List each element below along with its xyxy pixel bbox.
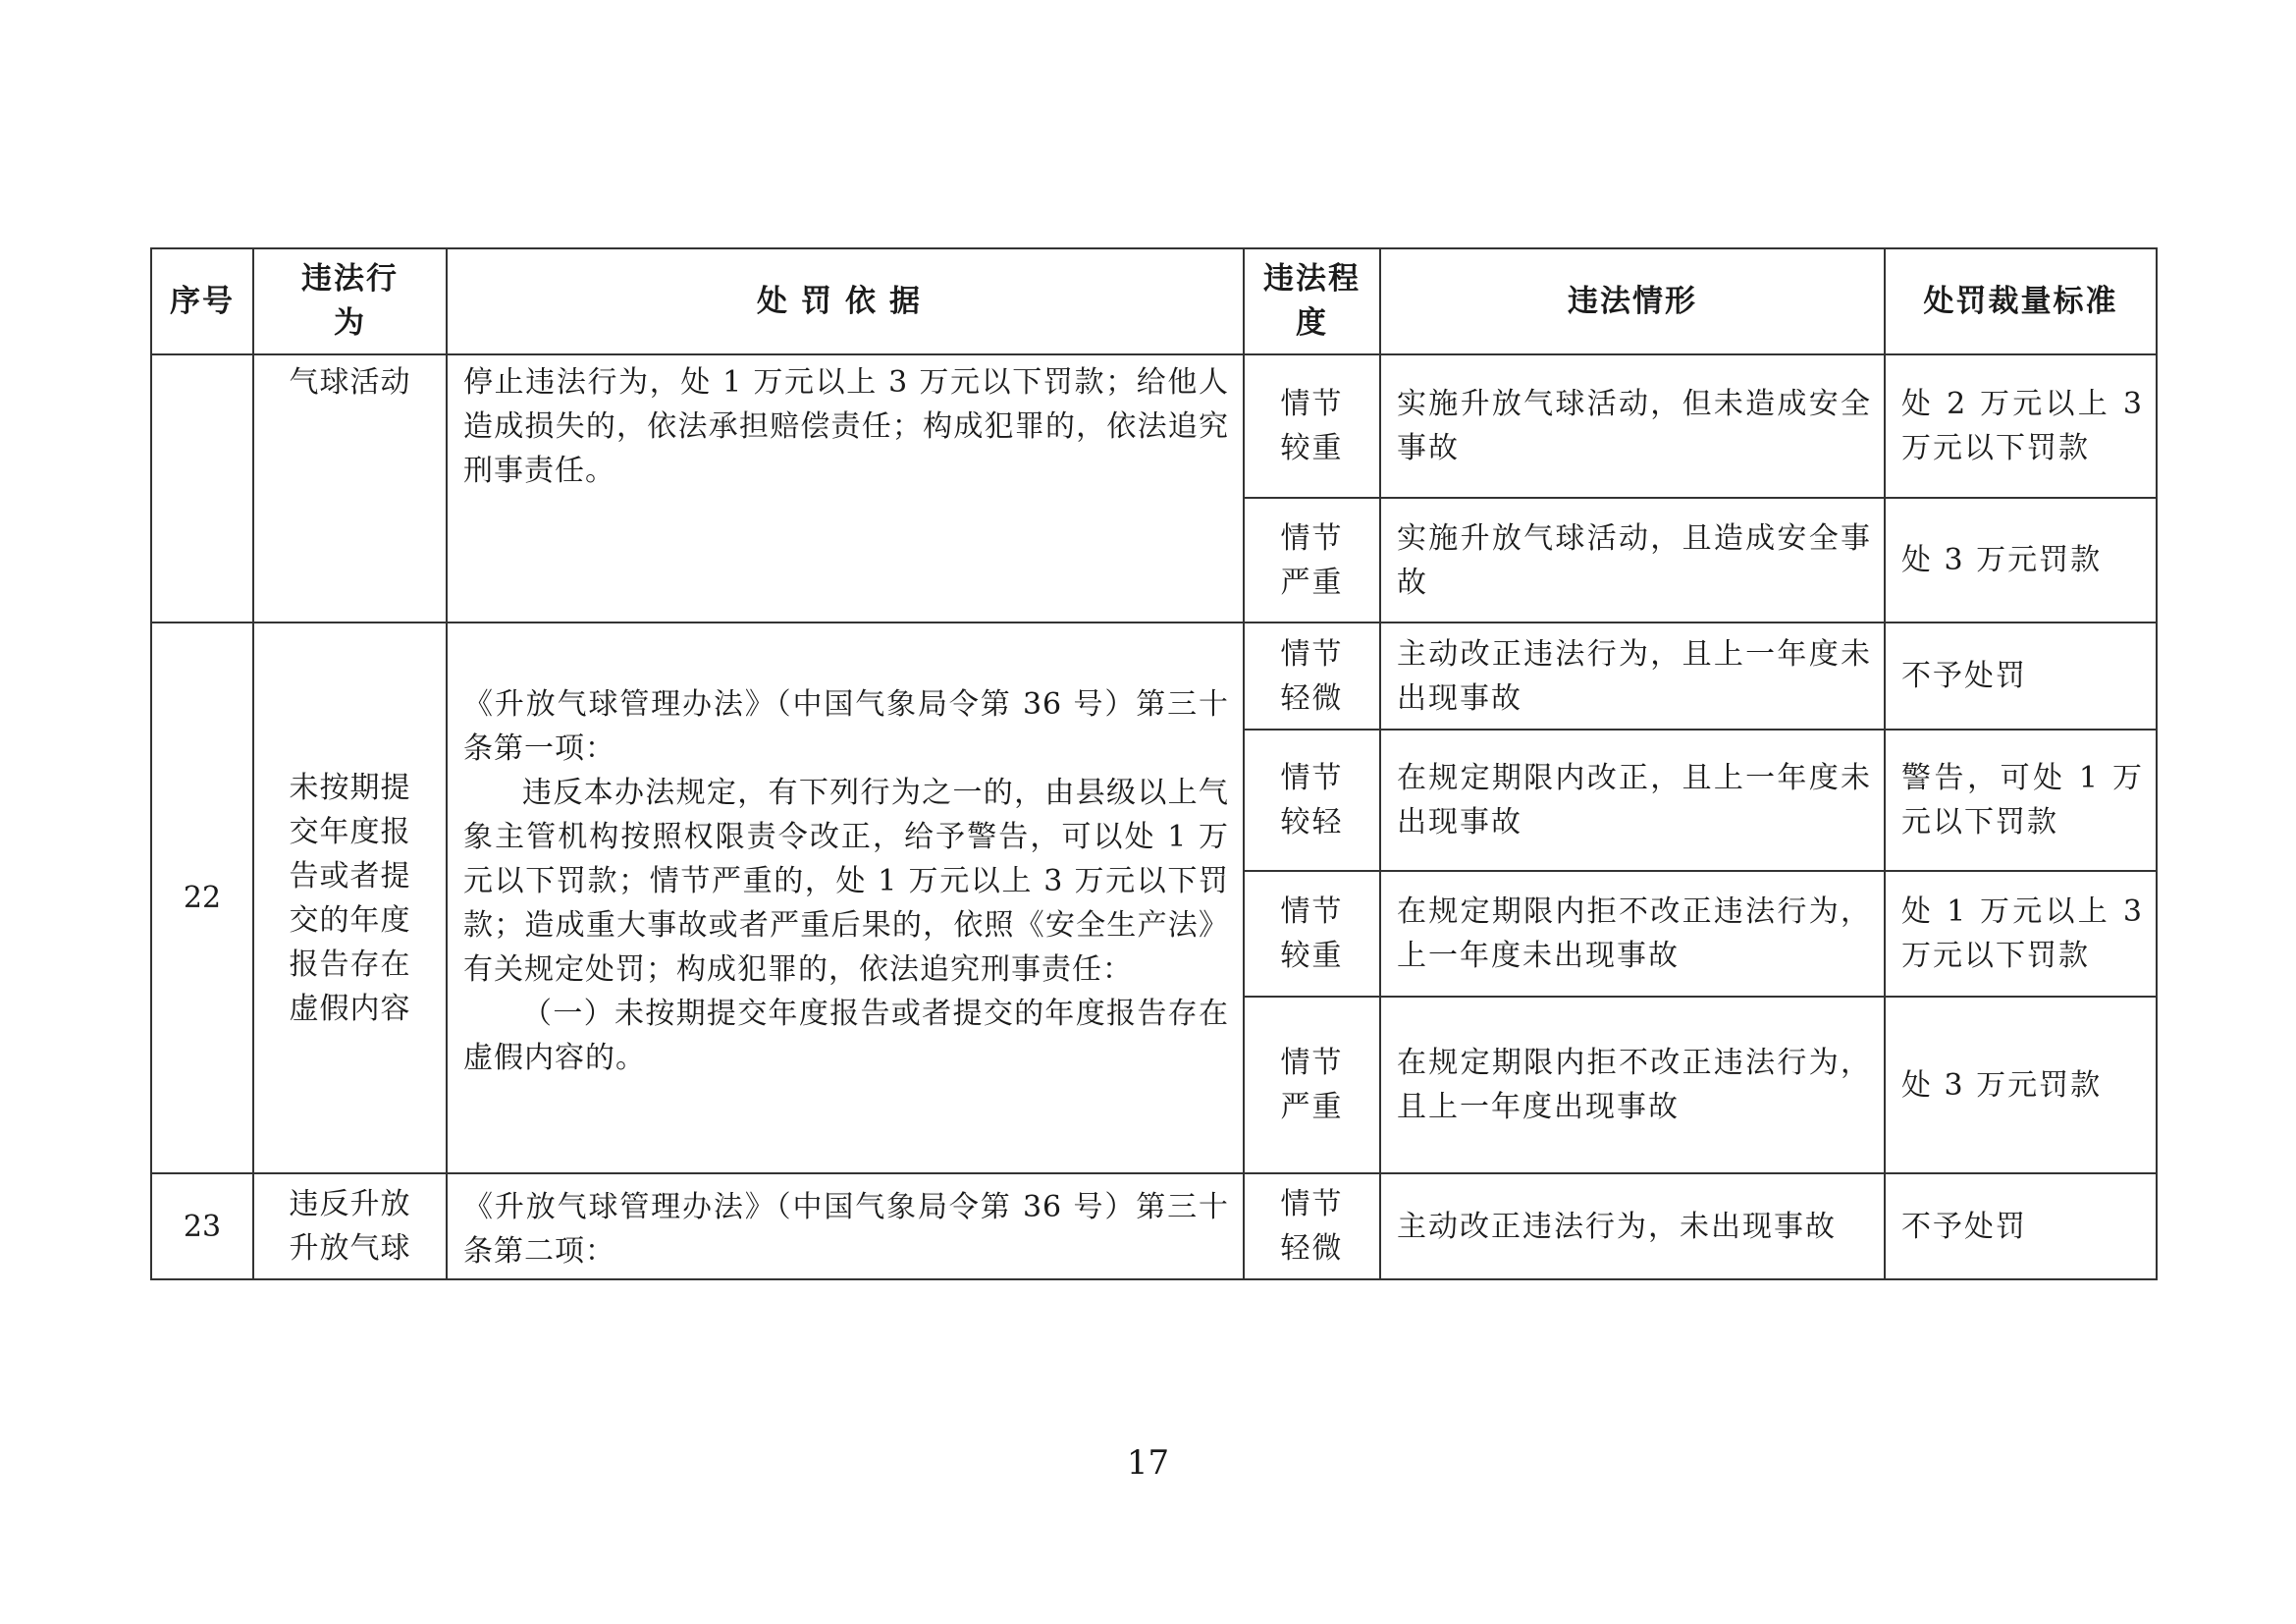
table-row [151, 1173, 2157, 1279]
header-index: 序号 [151, 248, 253, 354]
row-basis [447, 623, 1244, 1173]
row-situation: 主动改正违法行为，未出现事故 [1380, 1173, 1885, 1279]
row-act-text: 未按期提交年度报告或者提交的年度报告存在虚假内容 [289, 770, 411, 1026]
row-level [1244, 997, 1380, 1173]
row-index: 22 [151, 623, 253, 1173]
row-level [1244, 730, 1380, 871]
table-row [151, 354, 2157, 498]
row-level [1244, 1173, 1380, 1279]
row-act: 气球活动 [253, 354, 447, 623]
row-standard: 处 1 万元以上 3 万元以下罚款 [1885, 871, 2157, 997]
basis-title: 《升放气球管理办法》（中国气象局令第 36 号）第三十条第二项： [463, 1189, 1229, 1269]
header-level-text: 违法程度 [1263, 261, 1361, 341]
row-basis: 停止违法行为，处 1 万元以上 3 万元以下罚款；给他人造成损失的，依法承担赔偿责任；构成犯罪的，依法追究刑事责任。 [447, 354, 1244, 623]
row-level-text: 情节较重 [1280, 387, 1344, 465]
row-level [1244, 623, 1380, 730]
row-situation: 主动改正违法行为，且上一年度未出现事故 [1380, 623, 1885, 730]
row-level [1244, 498, 1380, 623]
row-act-text: 违反升放升放气球 [289, 1187, 411, 1266]
row-situation: 在规定期限内拒不改正违法行为，上一年度未出现事故 [1380, 871, 1885, 997]
row-situation: 在规定期限内拒不改正违法行为，且上一年度出现事故 [1380, 997, 1885, 1173]
row-level-text: 情节严重 [1280, 520, 1344, 600]
row-standard: 处 3 万元罚款 [1885, 498, 2157, 623]
penalty-table [150, 247, 2158, 1280]
row-level-text: 情节较轻 [1280, 761, 1344, 839]
row-act [253, 623, 447, 1173]
row-standard: 不予处罚 [1885, 1173, 2157, 1279]
header-standard: 处罚裁量标准 [1885, 248, 2157, 354]
header-act-text: 违法行为 [301, 261, 399, 341]
row-situation: 实施升放气球活动，且造成安全事故 [1380, 498, 1885, 623]
row-level-text: 情节严重 [1280, 1046, 1344, 1124]
page-number: 17 [1126, 1443, 1170, 1483]
basis-item: （一）未按期提交年度报告或者提交的年度报告存在虚假内容的。 [463, 996, 1229, 1075]
header-basis [447, 248, 1244, 354]
header-situation: 违法情形 [1380, 248, 1885, 354]
row-basis [447, 1173, 1244, 1279]
header-basis-text: 处罚依据 [757, 283, 934, 319]
row-act [253, 1173, 447, 1279]
header-row [151, 248, 2157, 354]
header-level [1244, 248, 1380, 354]
basis-body: 违反本办法规定，有下列行为之一的，由县级以上气象主管机构按照权限责令改正，给予警告，可以处 1 万元以下罚款；情节严重的，处 1 万元以上 3 万元以下罚款；造成重大事故或者严重后果的，依照《安全生产法》有关规定处罚；构成犯罪的，依法追究刑事责任： [463, 775, 1229, 987]
header-act [253, 248, 447, 354]
row-standard: 不予处罚 [1885, 623, 2157, 730]
row-level-text: 情节较重 [1280, 894, 1344, 973]
row-situation: 实施升放气球活动，但未造成安全事故 [1380, 354, 1885, 498]
row-standard: 处 3 万元罚款 [1885, 997, 2157, 1173]
row-standard: 警告，可处 1 万元以下罚款 [1885, 730, 2157, 871]
row-standard: 处 2 万元以上 3 万元以下罚款 [1885, 354, 2157, 498]
row-index: 23 [151, 1173, 253, 1279]
row-level-text: 情节轻微 [1280, 636, 1344, 716]
basis-title: 《升放气球管理办法》（中国气象局令第 36 号）第三十条第一项： [463, 686, 1229, 766]
row-level [1244, 354, 1380, 498]
row-level [1244, 871, 1380, 997]
row-level-text: 情节轻微 [1280, 1187, 1344, 1266]
table-row [151, 623, 2157, 730]
row-situation: 在规定期限内改正，且上一年度未出现事故 [1380, 730, 1885, 871]
row-index [151, 354, 253, 623]
